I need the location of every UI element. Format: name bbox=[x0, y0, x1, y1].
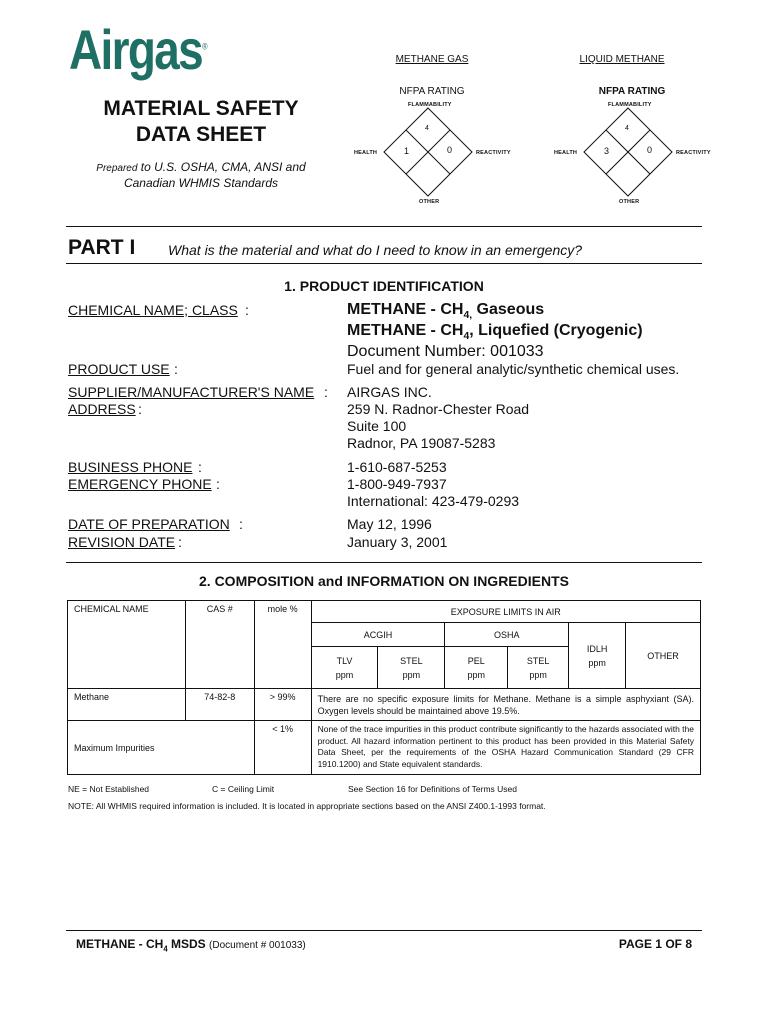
table-row bbox=[68, 689, 701, 721]
prepared-statement bbox=[66, 160, 336, 191]
row-cas: 74-82-8 bbox=[185, 689, 254, 721]
prepared-rest: to U.S. OSHA, CMA, ANSI and bbox=[137, 160, 306, 174]
header-pel: PEL ppm bbox=[445, 647, 508, 689]
section-2-heading: 2. COMPOSITION and INFORMATION ON INGREDIENTS bbox=[199, 573, 569, 589]
divider-rule bbox=[66, 562, 702, 563]
international-phone-value: International: 423-479-0293 bbox=[347, 493, 520, 509]
emergency-phone-label: EMERGENCY PHONE bbox=[68, 476, 212, 492]
nfpa-diamond-methane-gas bbox=[332, 86, 532, 221]
document-number: Document Number: 001033 bbox=[347, 343, 544, 360]
header-stel-osha: STEL ppm bbox=[508, 647, 569, 689]
header-cas: CAS # bbox=[185, 601, 254, 689]
revision-date-value: January 3, 2001 bbox=[347, 534, 448, 550]
page-number: PAGE 1 OF 8 bbox=[618, 937, 692, 951]
supplier-label: SUPPLIER/MANUFACTURER'S NAME bbox=[68, 384, 315, 400]
section-1-heading: 1. PRODUCT IDENTIFICATION bbox=[284, 278, 484, 294]
whmis-note: NOTE: All WHMIS required information is included. It is located in appropriate sections based on the ANSI Z400.1-1993 format. bbox=[68, 801, 546, 811]
title-line-1: MATERIAL SAFETY bbox=[103, 97, 299, 120]
chemical-name-liquefied: METHANE - $CH_4$, Liquefied (Cryogenic) bbox=[347, 322, 643, 343]
legend-c: C = Ceiling Limit bbox=[212, 784, 275, 794]
prepared-word: Prepared bbox=[96, 163, 138, 174]
nfpa-rating-label: NFPA RATING bbox=[598, 86, 666, 97]
divider-rule bbox=[66, 263, 702, 264]
colon: : bbox=[174, 361, 178, 377]
header-mole: mole % bbox=[254, 601, 311, 689]
address-line-2: Suite 100 bbox=[347, 418, 407, 434]
product-use-value: Fuel and for general analytic/synthetic chemical uses. bbox=[347, 361, 680, 377]
reactivity-value: 0 bbox=[647, 145, 653, 155]
nfpa-rating-label: NFPA RATING bbox=[399, 86, 465, 97]
flammability-value: 4 bbox=[425, 125, 429, 132]
supplier-value: AIRGAS INC. bbox=[347, 384, 432, 400]
colon: : bbox=[245, 302, 249, 318]
header-chemical-name: CHEMICAL NAME bbox=[68, 601, 186, 689]
health-value: 1 bbox=[404, 146, 410, 156]
title-line-2: DATA SHEET bbox=[135, 123, 267, 146]
table-row bbox=[68, 721, 701, 775]
revision-date-label: REVISION DATE bbox=[68, 534, 176, 550]
column-label-liquid-methane: LIQUID METHANE bbox=[579, 54, 665, 65]
row-chemical-name: Methane bbox=[68, 689, 186, 721]
nfpa-diamond-liquid-methane bbox=[532, 86, 732, 221]
flammability-label: FLAMMABILITY bbox=[608, 102, 652, 108]
other-label: OTHER bbox=[419, 199, 440, 205]
prepared-line-2: Canadian WHMIS Standards bbox=[123, 176, 279, 190]
colon: : bbox=[239, 516, 243, 532]
other-label: OTHER bbox=[619, 199, 640, 205]
prep-date-label: DATE OF PREPARATION bbox=[68, 516, 230, 532]
business-phone-label: BUSINESS PHONE bbox=[68, 459, 193, 475]
composition-table bbox=[67, 600, 701, 775]
chemical-name-label: CHEMICAL NAME; CLASS bbox=[68, 302, 238, 318]
row-mole: > 99% bbox=[254, 689, 311, 721]
header-exposure-limits: EXPOSURE LIMITS IN AIR bbox=[311, 601, 700, 623]
business-phone-value: 1-610-687-5253 bbox=[347, 459, 447, 475]
document-title bbox=[66, 96, 336, 148]
colon: : bbox=[178, 534, 182, 550]
divider-rule bbox=[66, 226, 702, 227]
part-question: What is the material and what do I need to know in an emergency? bbox=[168, 242, 583, 258]
prep-date-value: May 12, 1996 bbox=[347, 516, 432, 532]
flammability-value: 4 bbox=[625, 125, 629, 132]
chemical-name-gaseous: METHANE - $CH_{4,}$ Gaseous bbox=[347, 301, 545, 322]
colon: : bbox=[324, 384, 328, 400]
address-label: ADDRESS bbox=[68, 401, 136, 417]
address-line-1: 259 N. Radnor-Chester Road bbox=[347, 401, 530, 417]
registered-mark: ® bbox=[202, 41, 208, 52]
legend-ne: NE = Not Established bbox=[68, 784, 150, 794]
header-tlv: TLV ppm bbox=[311, 647, 378, 689]
legend-see: See Section 16 for Definitions of Terms Used bbox=[348, 784, 517, 794]
health-value: 3 bbox=[604, 146, 610, 156]
airgas-logo bbox=[69, 18, 208, 81]
row-exposure-note: There are no specific exposure limits for Methane. Methane is a simple asphyxiant (SA). Oxygen levels should be maintained above 19.5%. bbox=[311, 689, 700, 721]
colon: : bbox=[138, 401, 142, 417]
logo-text: Airgas bbox=[69, 18, 203, 81]
header-stel: STEL ppm bbox=[378, 647, 445, 689]
colon: : bbox=[216, 476, 220, 492]
header-other: OTHER bbox=[626, 623, 701, 689]
product-use-label: PRODUCT USE bbox=[68, 361, 170, 377]
footer-rule bbox=[66, 930, 702, 931]
header-acgih: ACGIH bbox=[311, 623, 445, 647]
row-chemical-name: Maximum Impurities bbox=[68, 721, 255, 775]
row-mole: < 1% bbox=[254, 721, 311, 775]
emergency-phone-value: 1-800-949-7937 bbox=[347, 476, 447, 492]
header-idlh: IDLH ppm bbox=[569, 623, 626, 689]
flammability-label: FLAMMABILITY bbox=[408, 102, 452, 108]
footer-document-id: METHANE - $CH_4$ MSDS (Document # 001033) bbox=[76, 937, 306, 954]
header-osha: OSHA bbox=[445, 623, 569, 647]
health-label: HEALTH bbox=[354, 150, 378, 156]
reactivity-label: REACTIVITY bbox=[476, 150, 511, 156]
reactivity-value: 0 bbox=[447, 145, 453, 155]
part-label: PART I bbox=[68, 236, 136, 259]
address-line-3: Radnor, PA 19087-5283 bbox=[347, 435, 496, 451]
row-exposure-note: None of the trace impurities in this product contribute significantly to the hazards associated with the product. All hazard information pertinent to this product has been provided in this Material Safety Data Sheet, per the requirements of the OSHA Hazard Communication Standard (29 CFR 1910.1200) and State equivalent standards. bbox=[311, 721, 700, 775]
health-label: HEALTH bbox=[554, 150, 578, 156]
colon: : bbox=[198, 459, 202, 475]
column-label-methane-gas: METHANE GAS bbox=[395, 54, 469, 65]
reactivity-label: REACTIVITY bbox=[676, 150, 711, 156]
